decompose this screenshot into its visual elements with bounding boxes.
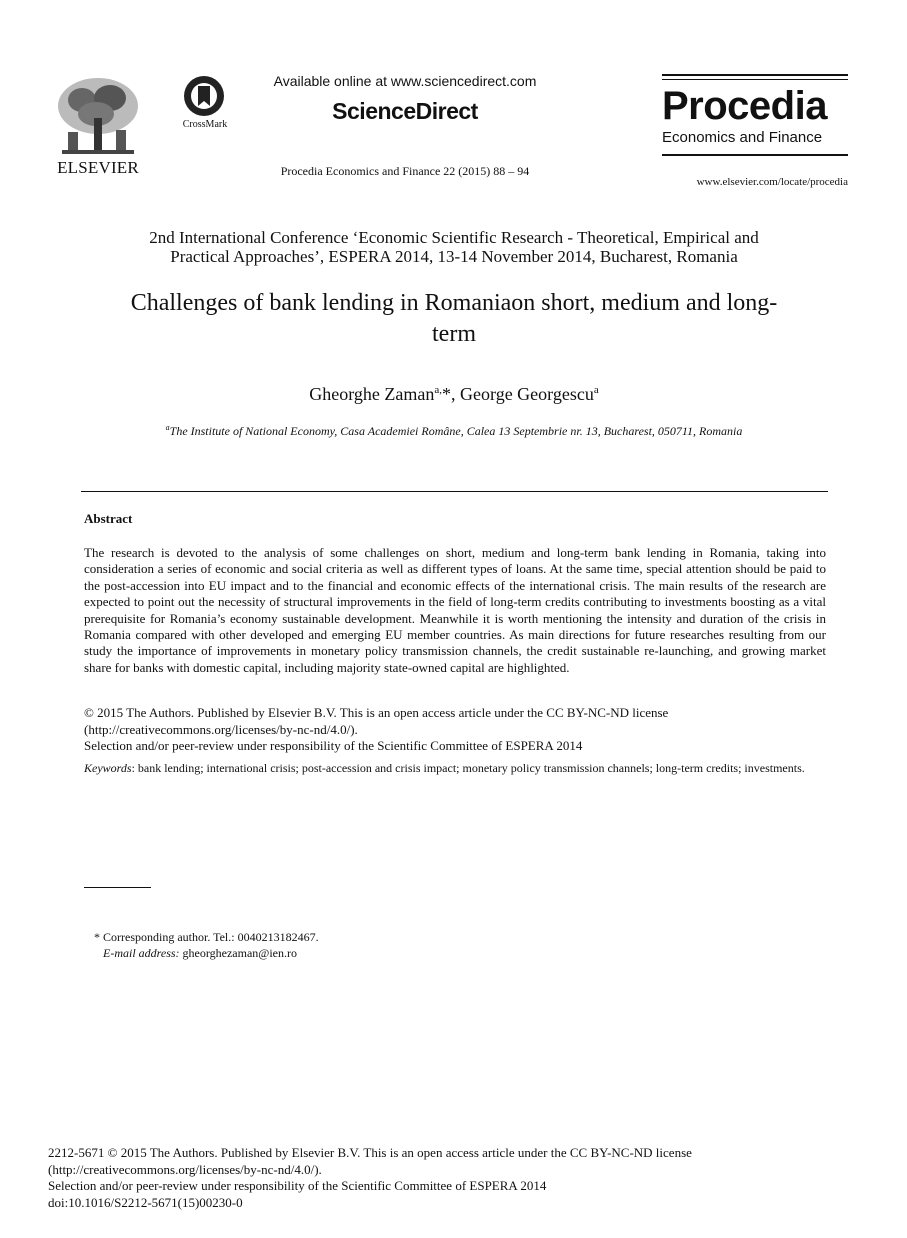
journal-logo: [662, 74, 848, 159]
affiliation: [80, 423, 828, 439]
author-2: George Georgescu: [460, 384, 594, 404]
author-1: Gheorghe Zaman: [309, 384, 435, 404]
logo-rule-top-thin: [662, 79, 848, 80]
bottom-line-1: 2212-5671 © 2015 The Authors. Published by Elsevier B.V. This is an open access article under the CC BY-NC-ND license: [48, 1145, 692, 1160]
corresponding-author: * Corresponding author. Tel.: 0040213182467.: [94, 930, 319, 944]
journal-url[interactable]: www.elsevier.com/locate/procedia: [696, 176, 848, 188]
copyright-line-1: © 2015 The Authors. Published by Elsevier B.V. This is an open access article under the CC BY-NC-ND license: [84, 705, 669, 720]
journal-reference: Procedia Economics and Finance 22 (2015) 88 – 94: [280, 164, 530, 178]
author-2-affil-mark: a: [593, 384, 599, 396]
title-line-2: term: [432, 321, 476, 347]
affiliation-text: The Institute of National Economy, Casa Academiei Române, Calea 13 Septembrie nr. 13, Bucharest, 050711, Romania: [169, 424, 743, 438]
keywords-label: Keywords: [84, 761, 132, 775]
paper-title: [80, 288, 828, 350]
license-link[interactable]: (http://creativecommons.org/licenses/by-nc-nd/4.0/).: [84, 721, 358, 737]
footnote: [94, 929, 319, 961]
bottom-license-link[interactable]: (http://creativecommons.org/licenses/by-nc-nd/4.0/).: [48, 1161, 322, 1177]
journal-name: Procedia: [662, 84, 827, 128]
bottom-metadata: [48, 1145, 828, 1211]
conference-info: [80, 228, 828, 266]
crossmark-label: CrossMark: [182, 119, 228, 130]
email-address[interactable]: gheorghezaman@ien.ro: [179, 946, 297, 960]
sciencedirect-brand[interactable]: ScienceDirect: [332, 98, 478, 124]
copyright-line-3: Selection and/or peer-review under responsibility of the Scientific Committee of ESPERA 2014: [84, 738, 583, 753]
keywords: [84, 761, 826, 777]
copyright-notice: [84, 705, 826, 755]
author-1-affil-mark: a,: [434, 384, 443, 396]
doi[interactable]: doi:10.1016/S2212-5671(15)00230-0: [48, 1194, 243, 1210]
conference-line-2: Practical Approaches’, ESPERA 2014, 13-14 November 2014, Bucharest, Romania: [170, 247, 738, 266]
section-divider: [81, 491, 828, 492]
logo-rule-bottom: [662, 154, 848, 156]
affiliation-mark: a: [165, 423, 170, 432]
abstract-body: The research is devoted to the analysis of some challenges on short, medium and long-term bank lending in Romania, taking into consideration a series of economic and social criteria as well as different types of loans. At the same time, special attention should be paid to the post-accession into EU impact and to the financial and economic effects of the international crisis. The main results of the research are expected to point out the necessity of structural improvements in the field of long-term credits contributing to investments boosting as a vital prerequisite for Romania’s economy sustainable development. Meanwhile it is worth mentioning the intensity and duration of the crisis in Romania compared with other developed and emerging EU member countries. As main directions for future researches resulting from our study the importance of improvements in monetary policy transmission channels, the credit sustainable re-launching, and growing market share for banks with domestic capital, including majority state-owned capital are highlighted.: [84, 545, 826, 675]
journal-subtitle: Economics and Finance: [662, 129, 823, 146]
corresponding-mark: *,: [442, 384, 461, 404]
abstract-heading: Abstract: [84, 511, 133, 526]
keywords-list: : bank lending; international crisis; post-accession and crisis impact; monetary policy transmission channels; long-term credits; investments.: [131, 761, 805, 775]
bottom-line-3: Selection and/or peer-review under responsibility of the Scientific Committee of ESPERA 2014: [48, 1178, 547, 1193]
available-online-text: Available online at www.sciencedirect.com: [273, 73, 537, 89]
logo-rule-top: [662, 74, 848, 76]
publisher-name: ELSEVIER: [57, 158, 139, 177]
title-line-1: Challenges of bank lending in Romaniaon short, medium and long-: [130, 290, 778, 316]
footnote-divider: [84, 887, 151, 888]
email-label: E-mail address:: [103, 946, 180, 960]
conference-line-1: 2nd International Conference ‘Economic Scientific Research - Theoretical, Empirical and: [149, 228, 759, 247]
author-list: [80, 384, 828, 405]
email-row: [94, 945, 319, 961]
